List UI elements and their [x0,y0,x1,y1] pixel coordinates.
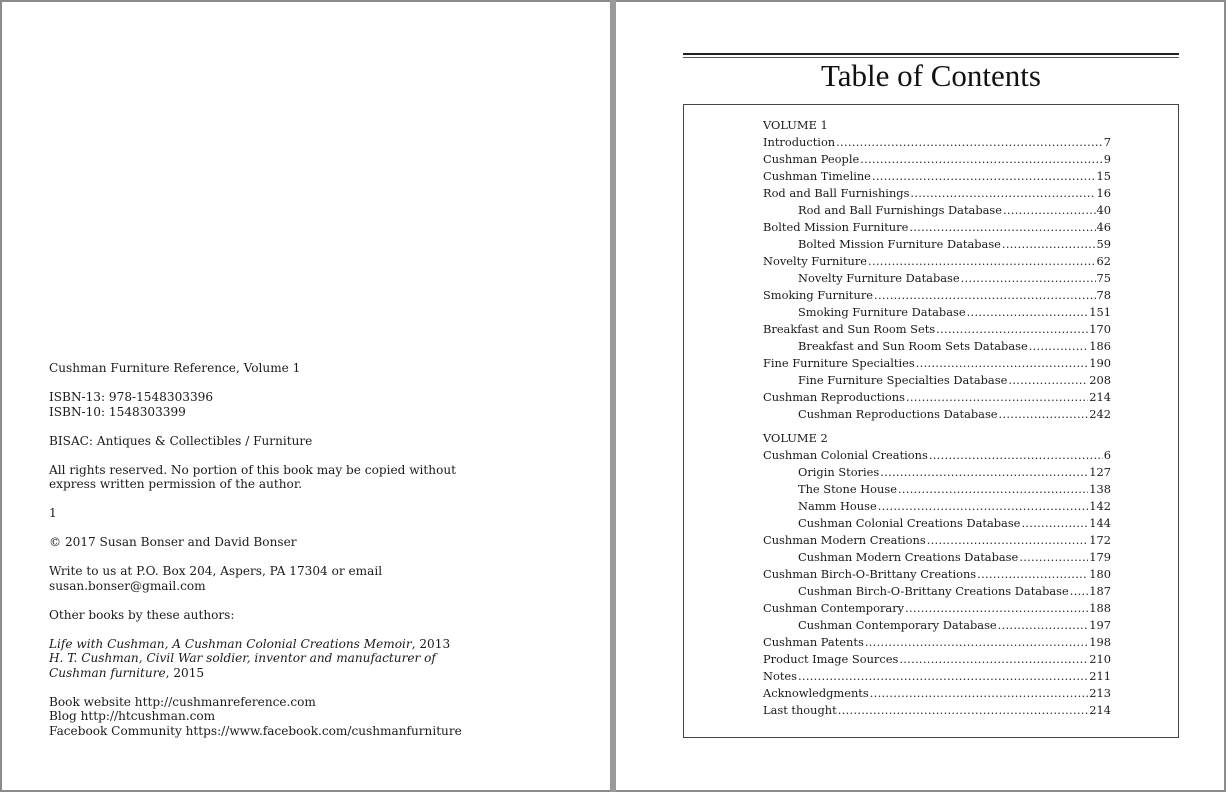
toc-leader-dots [967,304,1089,321]
toc-entry-label: Cushman Reproductions Database [798,407,998,421]
toc-entry[interactable] [798,304,1111,321]
toc-entry-label: Acknowledgments [763,686,869,700]
toc-leader-dots [868,253,1095,270]
toc-entry-page: 59 [1096,237,1111,251]
toc-entry-page: 9 [1103,152,1111,166]
toc-entry-label: Product Image Sources [763,652,899,666]
toc-entry-label: Novelty Furniture Database [798,271,960,285]
toc-leader-dots [998,617,1089,634]
other-book-1 [49,637,529,652]
toc-entry-label: Cushman Contemporary Database [798,618,997,632]
other-book-1-title: Life with Cushman, A Cushman Colonial Creations Memoir [49,636,412,651]
toc-entry[interactable] [763,532,1111,549]
toc-entry-label: Introduction [763,135,836,149]
book-title-line: Cushman Furniture Reference, Volume 1 [49,361,301,375]
toc-entry[interactable] [763,253,1111,270]
toc-leader-dots [927,532,1089,549]
toc-entry-label: Cushman Reproductions [763,390,905,404]
toc-entry[interactable] [798,481,1111,498]
toc-entry-page: 186 [1089,339,1111,353]
toc-entry-label: Breakfast and Sun Room Sets Database [798,339,1028,353]
toc-entry[interactable] [763,389,1111,406]
toc-entry-page: 197 [1089,618,1111,632]
volume-gap [763,423,1111,430]
toc-entry[interactable] [763,447,1111,464]
toc-leader-dots [909,219,1095,236]
toc-leader-dots [874,287,1095,304]
toc-entry[interactable] [763,702,1111,719]
toc-entry-page: 190 [1089,356,1111,370]
toc-entry-page: 16 [1096,186,1111,200]
toc-entry[interactable] [798,202,1111,219]
toc-entry-page: 170 [1089,322,1111,336]
page-gutter [610,0,616,792]
toc-entry[interactable] [763,134,1111,151]
toc-entry-label: Cushman Contemporary [763,601,905,615]
volume-2-entries [763,447,1111,719]
toc-entry-label: Cushman Colonial Creations Database [798,516,1021,530]
other-book-2-title-line-2: Cushman furniture [49,665,166,680]
toc-leader-dots [999,406,1089,423]
toc-entry-label: Novelty Furniture [763,254,868,268]
toc-entry[interactable] [798,338,1111,355]
toc-entry-page: 242 [1089,407,1111,421]
toc-leader-dots [836,134,1103,151]
toc-entry-label: Breakfast and Sun Room Sets [763,322,936,336]
toc-entry-label: Cushman Timeline [763,169,871,183]
printing-number: 1 [49,506,57,521]
isbn13: ISBN-13: 978-1548303396 [49,389,214,404]
toc-entry-label: Cushman Birch-O-Brittany Creations [763,567,977,581]
toc-entry[interactable] [798,583,1111,600]
toc-entry-label: Cushman People [763,152,860,166]
toc-entry[interactable] [763,668,1111,685]
toc-leader-dots [906,389,1088,406]
toc-entry-label: Namm House [798,499,877,513]
toc-entry-page: 151 [1089,305,1111,319]
toc-leader-dots [916,355,1089,372]
other-books-heading: Other books by these authors: [49,607,235,622]
toc-entry-page: 179 [1089,550,1111,564]
toc-entry[interactable] [763,151,1111,168]
toc-entry[interactable] [798,464,1111,481]
toc-leader-dots [865,634,1088,651]
toc-entry-label: Last thought [763,703,837,717]
toc-leader-dots [880,464,1088,481]
toc-entry[interactable] [763,355,1111,372]
toc-entry[interactable] [763,600,1111,617]
volume-2-heading: VOLUME 2 [763,431,828,445]
toc-entry-label: Notes [763,669,797,683]
toc-entry[interactable] [798,406,1111,423]
toc-entry-page: 210 [1089,652,1111,666]
toc-entry-page: 62 [1096,254,1111,268]
rights-line-1: All rights reserved. No portion of this book may be copied without [49,462,457,477]
toc-entry-page: 144 [1089,516,1111,530]
toc-entry[interactable] [798,549,1111,566]
toc-entry[interactable] [798,236,1111,253]
toc-entry[interactable] [763,185,1111,202]
toc-entry-label: Smoking Furniture Database [798,305,966,319]
blog-link[interactable]: Blog http://htcushman.com [49,709,216,724]
toc-leader-dots [905,600,1088,617]
toc-entry[interactable] [798,270,1111,287]
toc-entry[interactable] [763,566,1111,583]
toc-entry-page: 127 [1089,465,1111,479]
toc-entry-label: Fine Furniture Specialties [763,356,915,370]
toc-leader-dots [899,651,1088,668]
other-book-2-year: , 2015 [165,665,205,680]
toc-entry[interactable] [798,498,1111,515]
toc-entry-page: 198 [1089,635,1111,649]
toc-entry-label: Cushman Modern Creations [763,533,926,547]
toc-entry-page: 214 [1089,390,1111,404]
toc-leader-dots [860,151,1103,168]
toc-entry[interactable] [763,321,1111,338]
toc-entry-label: Bolted Mission Furniture Database [798,237,1001,251]
toc-entry[interactable] [763,651,1111,668]
toc-entry-label: Cushman Birch-O-Brittany Creations Database [798,584,1069,598]
toc-leader-dots [1021,515,1088,532]
toc-entry-label: Cushman Colonial Creations [763,448,928,462]
toc-entry[interactable] [763,219,1111,236]
toc-leader-dots [1002,236,1096,253]
volume-1-heading: VOLUME 1 [763,118,828,132]
toc-leader-dots [838,702,1089,719]
toc-entry-page: 180 [1089,567,1111,581]
title-rule-thick [683,53,1179,55]
toc-entry[interactable] [798,617,1111,634]
facebook-link[interactable]: Facebook Community https://www.facebook.com/cushmanfurniture [49,724,462,739]
toc-entry[interactable] [763,685,1111,702]
toc-entry-label: Cushman Modern Creations Database [798,550,1019,564]
toc-leader-dots [1008,372,1088,389]
toc-entry-page: 138 [1089,482,1111,496]
toc-entry-page: 40 [1096,203,1111,217]
toc-leader-dots [878,498,1089,515]
toc-entry-page: 188 [1089,601,1111,615]
toc-entry-page: 211 [1089,669,1111,683]
toc-leader-dots [929,447,1103,464]
copyright-line: © 2017 Susan Bonser and David Bonser [49,535,297,550]
toc-leader-dots [1019,549,1088,566]
toc-entry[interactable] [798,515,1111,532]
toc-entry[interactable] [798,372,1111,389]
toc-entry-page: 213 [1089,686,1111,700]
toc-leader-dots [1070,583,1089,600]
toc-leader-dots [961,270,1096,287]
toc-entry[interactable] [763,287,1111,304]
contact-email[interactable]: susan.bonser@gmail.com [49,578,206,593]
other-book-1-year: , 2013 [411,636,451,651]
toc-entry-label: Cushman Patents [763,635,864,649]
rights-line-2: express written permission of the author. [49,477,303,492]
toc-leader-dots [1029,338,1089,355]
toc-entry-page: 75 [1096,271,1111,285]
toc-list [763,117,1111,719]
contact-line-1: Write to us at P.O. Box 204, Aspers, PA 17304 or email [49,564,383,579]
toc-leader-dots [910,185,1095,202]
toc-entry-page: 172 [1089,533,1111,547]
toc-entry-page: 208 [1089,373,1111,387]
toc-leader-dots [798,668,1088,685]
toc-entry-label: Fine Furniture Specialties Database [798,373,1008,387]
toc-entry-label: Smoking Furniture [763,288,874,302]
toc-leader-dots [872,168,1096,185]
toc-entry-page: 214 [1089,703,1111,717]
book-website-link[interactable]: Book website http://cushmanreference.com [49,694,316,709]
volume-1-entries [763,134,1111,423]
toc-entry-page: 46 [1096,220,1111,234]
isbn10: ISBN-10: 1548303399 [49,404,186,419]
toc-title: Table of Contents [821,58,1041,93]
copyright-page [49,361,529,753]
toc-leader-dots [936,321,1088,338]
toc-entry-label: Origin Stories [798,465,880,479]
toc-entry-label: Rod and Ball Furnishings [763,186,910,200]
toc-leader-dots [1003,202,1096,219]
toc-entry-page: 15 [1096,169,1111,183]
toc-entry-page: 187 [1089,584,1111,598]
other-book-2 [49,666,529,681]
toc-leader-dots [870,685,1089,702]
toc-entry-page: 78 [1096,288,1111,302]
other-book-2-title-line-1: H. T. Cushman, Civil War soldier, inventor and manufacturer of [49,651,436,666]
toc-entry[interactable] [763,168,1111,185]
toc-entry[interactable] [763,634,1111,651]
toc-entry-page: 6 [1103,448,1111,462]
toc-entry-page: 7 [1103,135,1111,149]
toc-entry-label: Rod and Ball Furnishings Database [798,203,1002,217]
toc-entry-page: 142 [1089,499,1111,513]
toc-entry-label: Bolted Mission Furniture [763,220,909,234]
bisac: BISAC: Antiques & Collectibles / Furniture [49,433,313,448]
toc-entry-label: The Stone House [798,482,897,496]
toc-leader-dots [977,566,1088,583]
toc-leader-dots [898,481,1088,498]
